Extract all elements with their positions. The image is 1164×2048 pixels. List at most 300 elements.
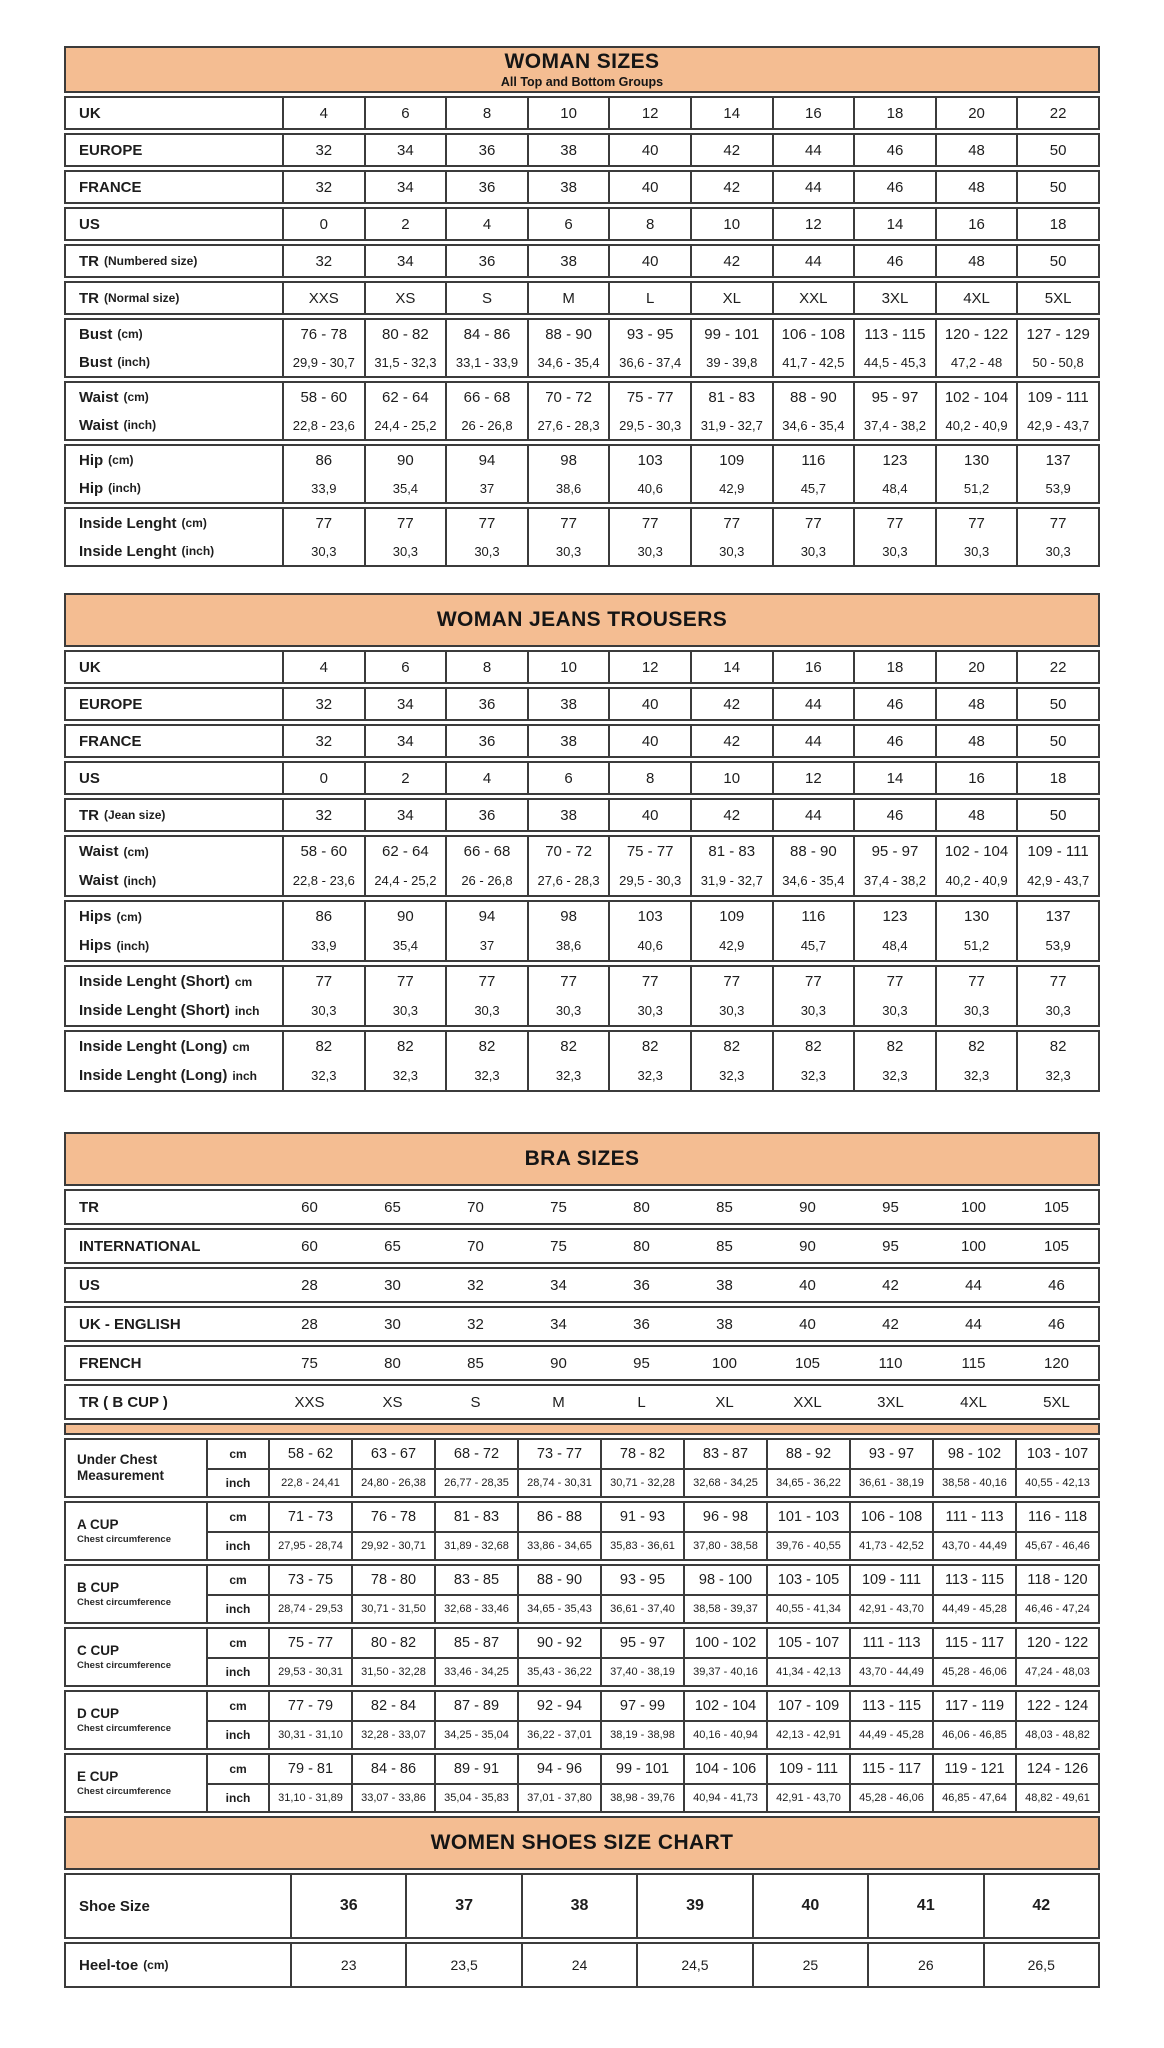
cup-row xyxy=(208,1720,1098,1748)
value-cell: 18 xyxy=(1016,763,1098,793)
value-cell: 88 - 90 xyxy=(527,320,609,348)
value-cell: 77 xyxy=(772,509,854,537)
value-cell: 12 xyxy=(608,98,690,128)
value-cell: 42,91 - 43,70 xyxy=(766,1785,849,1811)
table-row xyxy=(66,246,1098,276)
value-cell: 106 - 108 xyxy=(772,320,854,348)
value-cell: 87 - 89 xyxy=(434,1692,517,1720)
value-cell: 82 xyxy=(690,1032,772,1061)
value-cell: 36 xyxy=(445,246,527,276)
value-cell: 38 xyxy=(716,1276,733,1294)
value-cell: 42,9 xyxy=(690,474,772,502)
value-cell: 32 xyxy=(282,800,364,830)
value-cell: 2 xyxy=(364,763,446,793)
cup-row xyxy=(208,1692,1098,1720)
value-cell: 36 xyxy=(445,135,527,165)
row-label-note: (Normal size) xyxy=(104,291,180,305)
value-cell: 18 xyxy=(1016,209,1098,239)
table-row xyxy=(66,172,1098,202)
value-cell: XXS xyxy=(294,1393,325,1411)
row-label-text: EUROPE xyxy=(79,141,143,159)
cup-grid xyxy=(206,1440,1098,1496)
value-cell: 42 xyxy=(882,1315,899,1333)
value-cell: 46 xyxy=(853,246,935,276)
table-row xyxy=(66,1191,1098,1223)
value-cell: 48 xyxy=(935,135,1017,165)
bra-sizes-title: BRA SIZES xyxy=(524,1147,640,1170)
value-cell: 68 - 72 xyxy=(434,1440,517,1468)
value-cell: 95 xyxy=(882,1198,899,1216)
value-cell: 34,65 - 35,43 xyxy=(517,1596,600,1622)
row-label xyxy=(66,98,282,128)
value-cell: 118 - 120 xyxy=(1015,1566,1098,1594)
cup-grid xyxy=(206,1755,1098,1811)
value-cell: 111 - 113 xyxy=(849,1629,932,1657)
value-cell: 84 - 86 xyxy=(445,320,527,348)
value-cell: 32 xyxy=(282,172,364,202)
value-cell: 10 xyxy=(690,209,772,239)
table-row xyxy=(66,1032,1098,1061)
value-cell: 82 xyxy=(772,1032,854,1061)
woman-jeans-rows xyxy=(64,650,1100,1092)
value-cell: 0 xyxy=(282,763,364,793)
value-cell: 22,8 - 23,6 xyxy=(282,411,364,439)
value-cell: 14 xyxy=(853,209,935,239)
cup-row xyxy=(208,1531,1098,1559)
value-cell: M xyxy=(552,1393,565,1411)
unit-label: cm xyxy=(208,1692,270,1720)
value-cell: 36,61 - 38,19 xyxy=(849,1470,932,1496)
row-label-note: inch xyxy=(232,1068,257,1083)
row-label-text: Bust xyxy=(79,325,113,343)
value-cell: 44 xyxy=(772,800,854,830)
value-cell: 32,3 xyxy=(527,1061,609,1090)
row-label-text: TR xyxy=(79,806,99,824)
value-cell: 32,3 xyxy=(690,1061,772,1090)
value-cell: 31,89 - 32,68 xyxy=(434,1533,517,1559)
value-cell: 42,9 - 43,7 xyxy=(1016,411,1098,439)
value-cell: 63 - 67 xyxy=(351,1440,434,1468)
cup-label xyxy=(66,1629,206,1685)
value-cell: 77 xyxy=(527,509,609,537)
value-cell: 71 - 73 xyxy=(287,1509,334,1525)
row-label xyxy=(66,967,282,996)
row-label xyxy=(66,1032,282,1061)
value-cell: 46 xyxy=(853,172,935,202)
value-cell: 37,4 - 38,2 xyxy=(853,866,935,895)
value-cell: 22 xyxy=(1016,98,1098,128)
cup-row xyxy=(208,1440,1098,1468)
value-cell: 113 - 115 xyxy=(932,1566,1015,1594)
value-cell: 73 - 77 xyxy=(517,1440,600,1468)
value-cell: 130 xyxy=(935,902,1017,931)
table-row xyxy=(66,1386,1098,1418)
value-cell: 30,3 xyxy=(364,537,446,565)
value-cell: 77 - 79 xyxy=(287,1698,334,1714)
row-label-text: UK xyxy=(79,104,101,122)
row-label xyxy=(66,1191,268,1223)
value-cell: 34,65 - 36,22 xyxy=(766,1470,849,1496)
unit-label: inch xyxy=(208,1533,270,1559)
row-label-note: (inch) xyxy=(116,938,150,953)
table-row xyxy=(66,996,1098,1025)
value-cell: 53,9 xyxy=(1016,474,1098,502)
row-label xyxy=(66,652,282,682)
row-label-text: INTERNATIONAL xyxy=(79,1237,201,1255)
value-cell: 77 xyxy=(445,509,527,537)
table-row xyxy=(66,1308,1098,1340)
row-label xyxy=(66,902,282,931)
value-cell: 4XL xyxy=(935,283,1017,313)
value-cell: 40 xyxy=(608,172,690,202)
value-cell: 30,3 xyxy=(935,537,1017,565)
value-cell: 95 - 97 xyxy=(853,383,935,411)
value-cell: 32 xyxy=(282,726,364,756)
value-cell: 8 xyxy=(608,209,690,239)
value-cell: 38 xyxy=(527,246,609,276)
woman-sizes-title: WOMAN SIZES xyxy=(504,50,660,73)
value-cell: 37,4 - 38,2 xyxy=(853,411,935,439)
value-cell: 30,3 xyxy=(445,537,527,565)
value-cell: 24,80 - 26,38 xyxy=(351,1470,434,1496)
value-cell: 30 xyxy=(384,1315,401,1333)
woman-sizes-subtitle: All Top and Bottom Groups xyxy=(500,75,664,89)
value-cell: 30,3 xyxy=(282,537,364,565)
value-cell: 30,3 xyxy=(690,996,772,1025)
value-cell: 122 - 124 xyxy=(1015,1692,1098,1720)
value-cell: 53,9 xyxy=(1016,931,1098,960)
value-cell: 48 xyxy=(935,726,1017,756)
table-row xyxy=(66,537,1098,565)
value-cell: 34 xyxy=(364,135,446,165)
value-cell: 100 xyxy=(960,1237,987,1255)
value-cell: 36 xyxy=(290,1875,405,1937)
value-cell: 77 xyxy=(608,509,690,537)
value-cell: 48 xyxy=(935,172,1017,202)
value-cell: 42,9 - 43,7 xyxy=(1016,866,1098,895)
value-cell: 37 xyxy=(445,931,527,960)
value-cell: 8 xyxy=(445,652,527,682)
value-cell: 40,6 xyxy=(608,931,690,960)
value-cell: 86 xyxy=(282,446,364,474)
row-label-text: Inside Lenght (Long) xyxy=(79,1067,228,1084)
value-cell: 31,9 - 32,7 xyxy=(690,411,772,439)
value-cell: XXL xyxy=(772,283,854,313)
table-row xyxy=(66,652,1098,682)
value-cell: 39 xyxy=(636,1875,751,1937)
value-cell: 32 xyxy=(282,689,364,719)
value-cell: XXS xyxy=(282,283,364,313)
table-row xyxy=(66,283,1098,313)
value-cell: 90 xyxy=(799,1198,816,1216)
row-label-text: Waist xyxy=(79,416,119,434)
row-label-text: Inside Lenght (Short) xyxy=(79,973,230,990)
table-row-band xyxy=(64,1189,1100,1225)
bra-cup-rows xyxy=(64,1438,1100,1813)
value-cell: 4XL xyxy=(960,1393,987,1411)
cup-grid xyxy=(206,1692,1098,1748)
value-cell: 82 xyxy=(364,1032,446,1061)
row-label-note: (inch) xyxy=(108,481,141,495)
value-cell: 98 xyxy=(527,446,609,474)
value-cell: 94 - 96 xyxy=(517,1755,600,1783)
row-label xyxy=(66,209,282,239)
value-cell: 22,8 - 23,6 xyxy=(282,866,364,895)
value-cell: 42 xyxy=(690,800,772,830)
cup-label xyxy=(66,1566,206,1622)
woman-jeans-header xyxy=(64,593,1100,647)
value-cell: 98 - 100 xyxy=(683,1566,766,1594)
value-cell: 34 xyxy=(364,172,446,202)
value-cell: 137 xyxy=(1016,902,1098,931)
value-cell: 2 xyxy=(364,209,446,239)
value-cell: 77 xyxy=(772,967,854,996)
cup-grid xyxy=(206,1629,1098,1685)
value-cell: 38 xyxy=(527,135,609,165)
value-cell: 97 - 99 xyxy=(600,1692,683,1720)
value-cell: 42 xyxy=(983,1875,1098,1937)
value-cell: 88 - 90 xyxy=(772,837,854,866)
value-cell: 14 xyxy=(690,652,772,682)
value-cell: 4 xyxy=(445,763,527,793)
value-cell: 34,6 - 35,4 xyxy=(772,866,854,895)
row-label xyxy=(66,135,282,165)
value-cell: 5XL xyxy=(1016,283,1098,313)
table-row xyxy=(66,931,1098,960)
value-cell: 115 - 117 xyxy=(932,1629,1015,1657)
women-shoes-title: WOMEN SHOES SIZE CHART xyxy=(430,1831,734,1854)
row-label xyxy=(66,1347,268,1379)
cup-subtitle: Chest circumference xyxy=(77,1533,171,1545)
value-cell: 102 - 104 xyxy=(935,383,1017,411)
value-cell: 4 xyxy=(282,652,364,682)
value-cell: 58 - 60 xyxy=(282,837,364,866)
unit-label: inch xyxy=(208,1596,270,1622)
value-cell: 32,3 xyxy=(364,1061,446,1090)
value-cell: XS xyxy=(382,1393,403,1411)
row-label-note: cm xyxy=(234,974,253,989)
table-row xyxy=(66,689,1098,719)
value-cell: 41 xyxy=(867,1875,982,1937)
row-label-note: cm xyxy=(232,1039,250,1054)
value-cell: 0 xyxy=(282,209,364,239)
value-cell: 40 xyxy=(608,726,690,756)
value-cell: 62 - 64 xyxy=(364,383,446,411)
value-cell: 6 xyxy=(364,98,446,128)
value-cell: 32 xyxy=(282,135,364,165)
table-row xyxy=(66,320,1098,348)
value-cell: 62 - 64 xyxy=(364,837,446,866)
row-label xyxy=(66,837,282,866)
value-cell: 40,55 - 41,34 xyxy=(766,1596,849,1622)
row-label xyxy=(66,866,282,895)
cup-grid xyxy=(206,1566,1098,1622)
value-cell: 76 - 78 xyxy=(282,320,364,348)
value-cell: 39,37 - 40,16 xyxy=(683,1659,766,1685)
value-cell: 30,3 xyxy=(527,537,609,565)
value-cell: 12 xyxy=(772,763,854,793)
value-cell: 30,31 - 31,10 xyxy=(278,1729,343,1741)
value-cell: 93 - 95 xyxy=(600,1566,683,1594)
row-label xyxy=(66,348,282,376)
value-cell: 32,3 xyxy=(935,1061,1017,1090)
value-cell: 34,6 - 35,4 xyxy=(772,411,854,439)
value-cell: 85 xyxy=(716,1198,733,1216)
value-cell: 105 xyxy=(1043,1237,1070,1255)
row-label-note: (cm) xyxy=(116,909,142,924)
table-row xyxy=(66,763,1098,793)
value-cell: 14 xyxy=(690,98,772,128)
value-cell: 48 xyxy=(935,800,1017,830)
table-row-band xyxy=(64,207,1100,241)
value-cell: XS xyxy=(364,283,446,313)
value-cell: 32,3 xyxy=(853,1061,935,1090)
value-cell: 78 - 80 xyxy=(351,1566,434,1594)
value-cell: 46 xyxy=(1048,1315,1065,1333)
value-cell: 115 - 117 xyxy=(849,1755,932,1783)
row-label-text: US xyxy=(79,1276,100,1294)
row-label-note: (Jean size) xyxy=(104,808,166,822)
value-cell: 28 xyxy=(301,1276,318,1294)
value-cell: 77 xyxy=(282,967,364,996)
value-cell: 42,9 xyxy=(690,931,772,960)
value-cell: 10 xyxy=(527,98,609,128)
value-cell: 40 xyxy=(608,800,690,830)
cup-row xyxy=(208,1594,1098,1622)
value-cell: 36 xyxy=(633,1315,650,1333)
value-cell: 29,9 - 30,7 xyxy=(282,348,364,376)
value-cell: 37 xyxy=(445,474,527,502)
row-label xyxy=(66,689,282,719)
value-cell: 44,49 - 45,28 xyxy=(932,1596,1015,1622)
value-cell: 42 xyxy=(690,726,772,756)
row-label-note: (cm) xyxy=(108,453,134,467)
table-row-band xyxy=(64,1030,1100,1092)
value-cell: 32,68 - 33,46 xyxy=(434,1596,517,1622)
value-cell: 30,3 xyxy=(935,996,1017,1025)
woman-jeans-table xyxy=(64,593,1100,1092)
value-cell: 48,4 xyxy=(853,474,935,502)
value-cell: 12 xyxy=(772,209,854,239)
table-row xyxy=(66,1875,1098,1937)
value-cell: 77 xyxy=(1016,967,1098,996)
value-cell: 120 - 122 xyxy=(1015,1629,1098,1657)
value-cell: 109 - 111 xyxy=(1016,383,1098,411)
value-cell: 37 xyxy=(405,1875,520,1937)
value-cell: 24,4 - 25,2 xyxy=(364,866,446,895)
value-cell: 51,2 xyxy=(935,474,1017,502)
value-cell: 30,3 xyxy=(608,537,690,565)
value-cell: 44 xyxy=(772,689,854,719)
table-row-band xyxy=(64,650,1100,684)
cup-name: A CUP xyxy=(77,1517,119,1533)
value-cell: 42 xyxy=(690,246,772,276)
value-cell: 75 xyxy=(550,1198,567,1216)
value-cell: 103 - 105 xyxy=(766,1566,849,1594)
row-label-text: FRANCE xyxy=(79,732,142,750)
value-cell: 36,61 - 37,40 xyxy=(600,1596,683,1622)
table-row xyxy=(66,866,1098,895)
value-cell: 77 xyxy=(935,967,1017,996)
table-row-band xyxy=(64,281,1100,315)
value-cell: 107 - 109 xyxy=(766,1692,849,1720)
table-row-band xyxy=(64,507,1100,567)
row-label-note: (cm) xyxy=(181,516,207,530)
table-row xyxy=(66,509,1098,537)
value-cell: 6 xyxy=(527,209,609,239)
row-label xyxy=(66,411,282,439)
row-label-text: EUROPE xyxy=(79,695,143,713)
value-cell: 105 xyxy=(1043,1198,1070,1216)
cup-row xyxy=(208,1468,1098,1496)
value-cell: 42 xyxy=(882,1276,899,1294)
row-label-note: (cm) xyxy=(123,390,149,404)
value-cell: 29,5 - 30,3 xyxy=(608,866,690,895)
value-cell: 73 - 75 xyxy=(287,1572,334,1588)
value-cell: 28,74 - 29,53 xyxy=(278,1603,343,1615)
woman-jeans-title: WOMAN JEANS TROUSERS xyxy=(436,608,728,631)
value-cell: 36 xyxy=(633,1276,650,1294)
value-cell: 43,70 - 44,49 xyxy=(849,1659,932,1685)
value-cell: 82 xyxy=(935,1032,1017,1061)
value-cell: 44 xyxy=(772,135,854,165)
value-cell: 16 xyxy=(772,98,854,128)
row-label xyxy=(66,800,282,830)
table-row-band xyxy=(64,835,1100,897)
cup-band xyxy=(64,1438,1100,1498)
value-cell: 93 - 95 xyxy=(608,320,690,348)
value-cell: 38,58 - 39,37 xyxy=(683,1596,766,1622)
value-cell: 28 xyxy=(301,1315,318,1333)
table-row xyxy=(66,98,1098,128)
row-label xyxy=(66,1061,282,1090)
value-cell: 40,6 xyxy=(608,474,690,502)
table-row-band xyxy=(64,1942,1100,1988)
woman-sizes-header xyxy=(64,46,1100,93)
value-cell: 26 - 26,8 xyxy=(445,411,527,439)
row-label-text: Hip xyxy=(79,451,104,469)
value-cell: 80 - 82 xyxy=(364,320,446,348)
value-cell: 77 xyxy=(853,509,935,537)
unit-label: cm xyxy=(208,1629,270,1657)
value-cell: 38,6 xyxy=(527,474,609,502)
cup-subtitle: Chest circumference xyxy=(77,1785,171,1797)
value-cell: 16 xyxy=(935,209,1017,239)
value-cell: 31,9 - 32,7 xyxy=(690,866,772,895)
woman-sizes-table xyxy=(64,46,1100,567)
value-cell: 77 xyxy=(282,509,364,537)
value-cell: 77 xyxy=(364,509,446,537)
row-label-text: UK - ENGLISH xyxy=(79,1315,181,1333)
value-cell: 102 - 104 xyxy=(683,1692,766,1720)
value-cell: L xyxy=(637,1393,646,1411)
value-cell: 90 xyxy=(799,1237,816,1255)
value-cell: 75 xyxy=(301,1354,318,1372)
value-cell: 10 xyxy=(690,763,772,793)
value-cell: 65 xyxy=(384,1198,401,1216)
row-label-text: Inside Lenght xyxy=(79,514,177,532)
row-label xyxy=(66,383,282,411)
value-cell: 28,74 - 30,31 xyxy=(517,1470,600,1496)
value-cell: 3XL xyxy=(877,1393,904,1411)
value-cell: S xyxy=(470,1393,481,1411)
value-cell: 100 - 102 xyxy=(683,1629,766,1657)
value-cell: 82 xyxy=(853,1032,935,1061)
row-label xyxy=(66,1944,290,1986)
value-cell: 27,6 - 28,3 xyxy=(527,866,609,895)
value-cell: 29,53 - 30,31 xyxy=(278,1666,343,1678)
value-cell: 77 xyxy=(364,967,446,996)
